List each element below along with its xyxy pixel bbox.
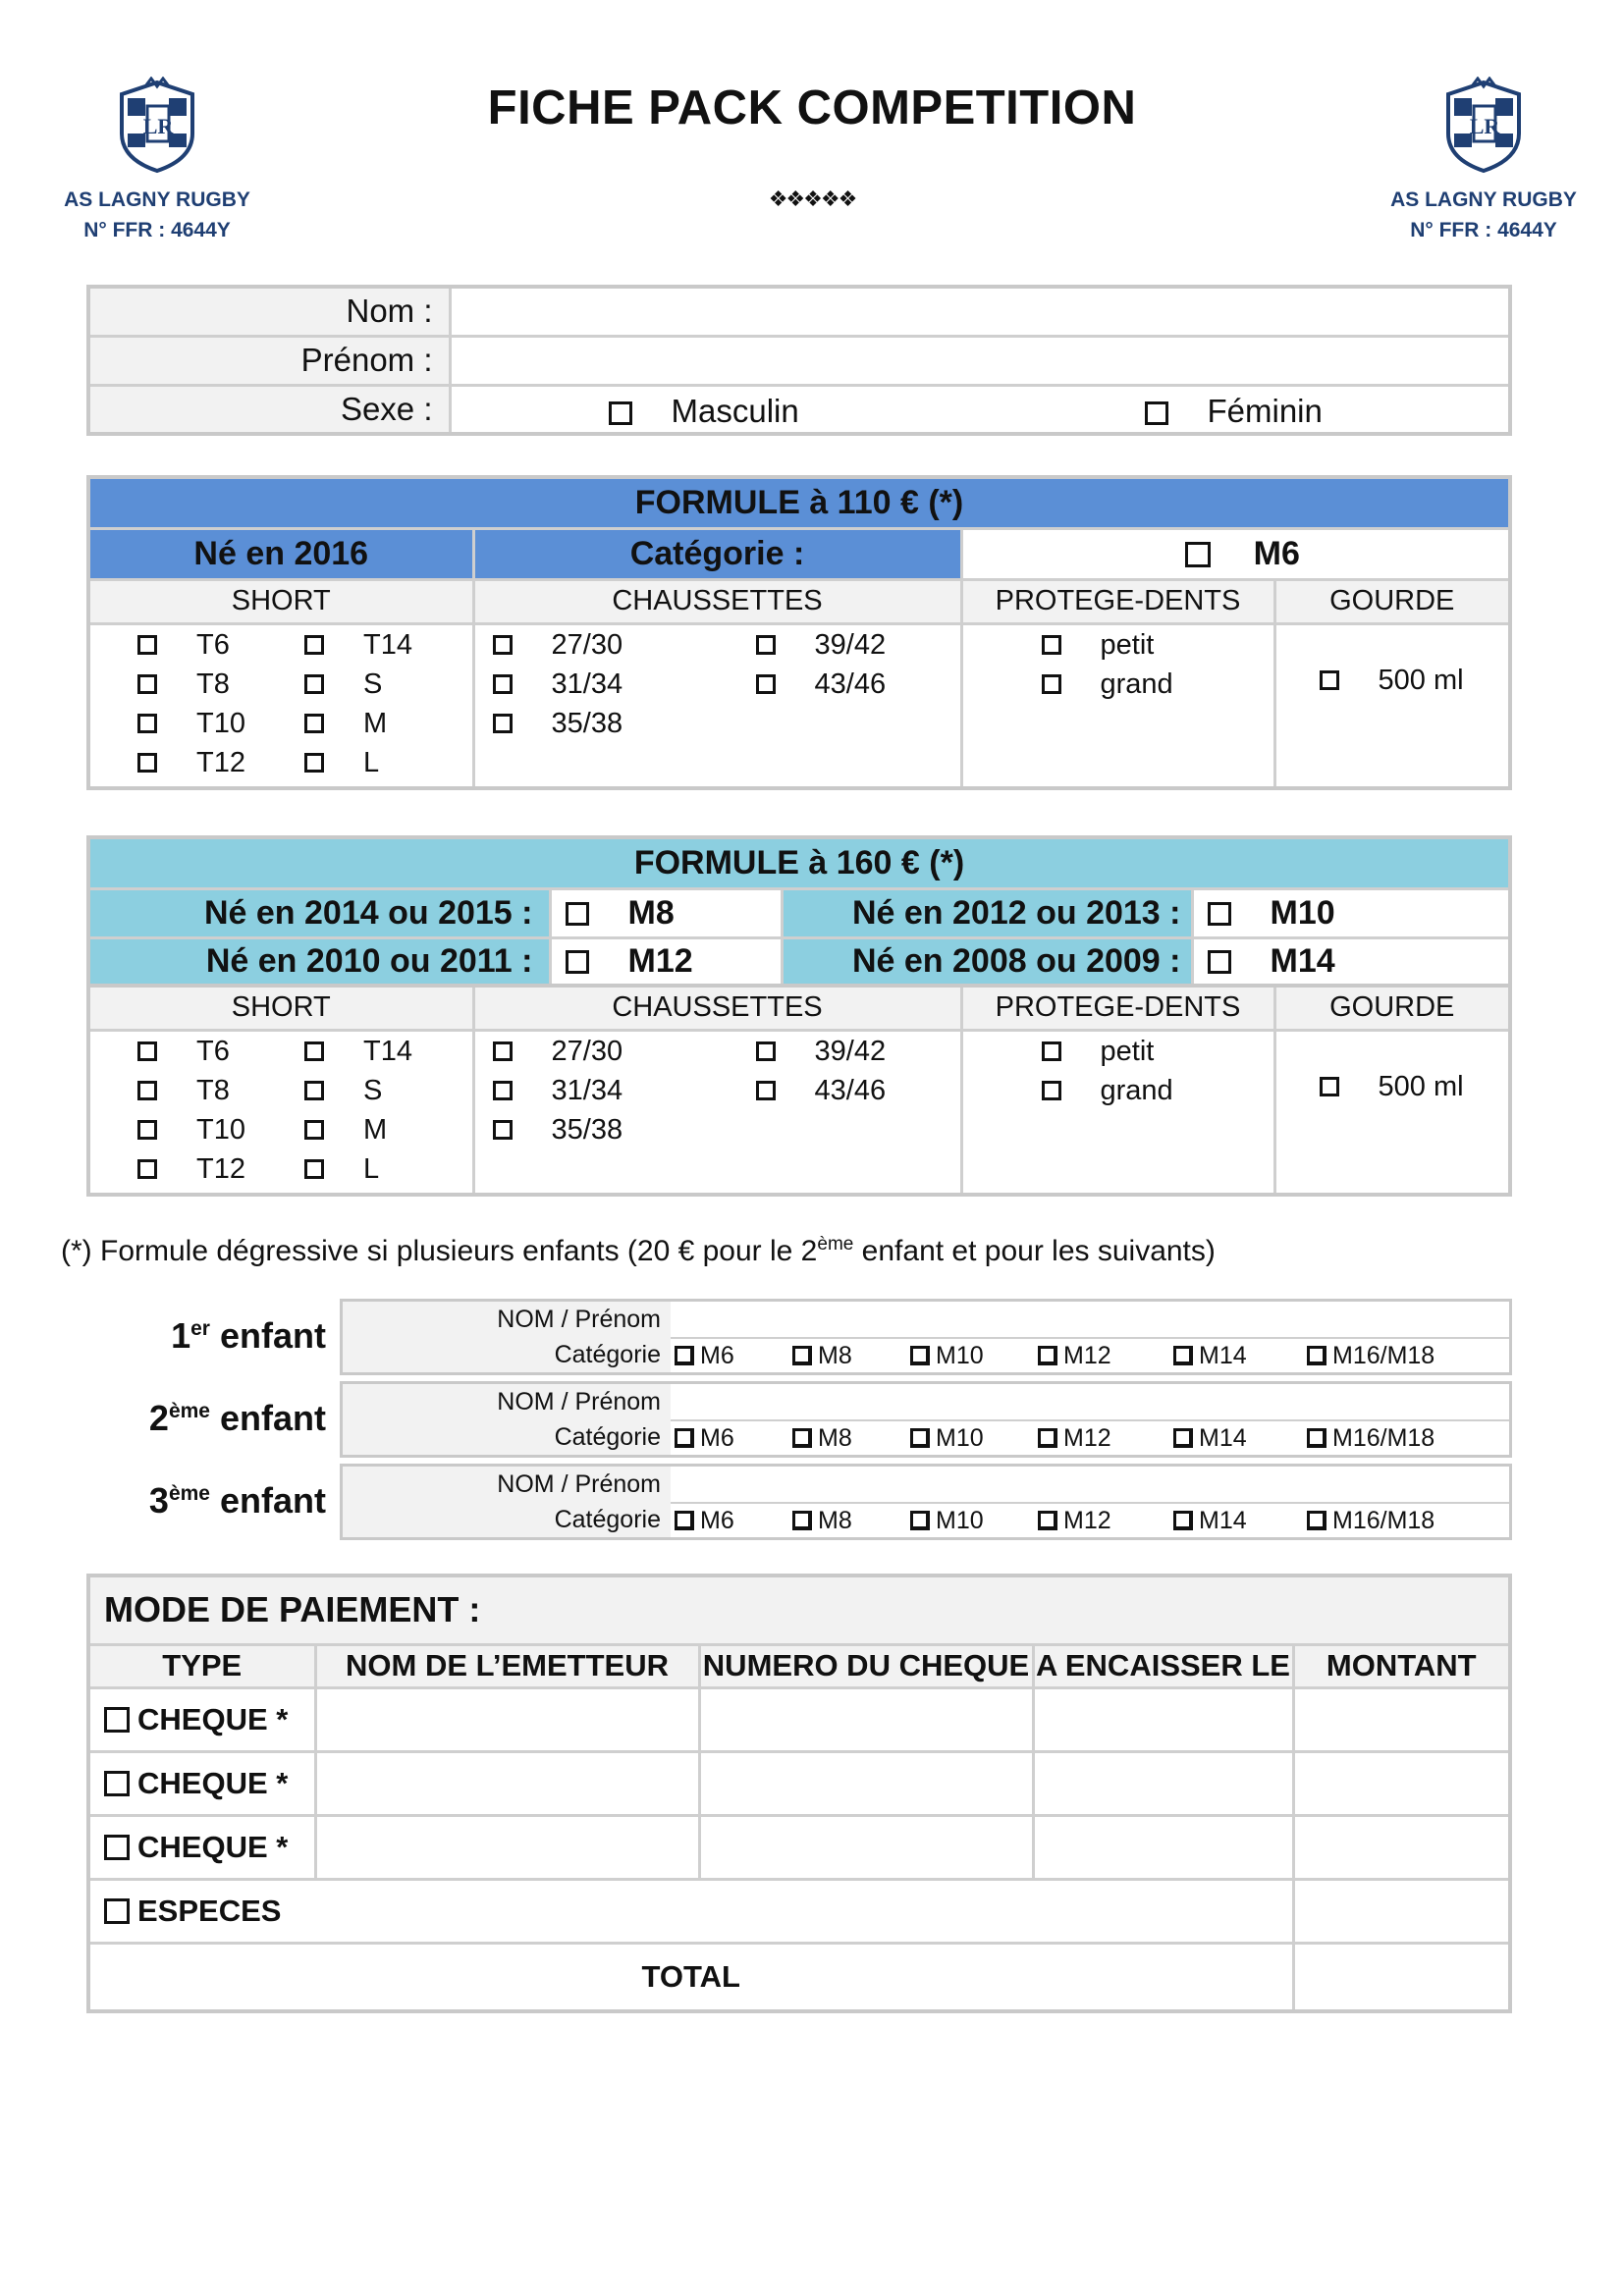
checkbox[interactable] (1307, 1511, 1326, 1530)
protege-dents-options (961, 1030, 1274, 1195)
checkbox[interactable] (304, 674, 324, 694)
emetteur-field[interactable] (315, 1687, 699, 1751)
protege-dents-header: PROTEGE-DENTS (961, 579, 1274, 623)
svg-text:LR: LR (142, 114, 174, 138)
checkbox[interactable] (675, 1346, 694, 1365)
gourde-option[interactable]: 500 ml (1320, 665, 1464, 697)
checkbox[interactable] (137, 635, 157, 655)
numero-field[interactable] (699, 1687, 1033, 1751)
chaussettes-option[interactable]: 43/46 (756, 1075, 887, 1107)
short-options (88, 1030, 473, 1195)
child-cat-option[interactable]: M14 (1173, 1503, 1247, 1538)
chaussettes-option[interactable]: 27/30 (493, 629, 623, 662)
masculin-label: Masculin (671, 392, 799, 429)
nom-prenom-label: NOM / Prénom (497, 1388, 661, 1415)
col-montant: MONTANT (1293, 1644, 1510, 1687)
checkbox[interactable] (756, 674, 776, 694)
checkbox[interactable] (910, 1511, 930, 1530)
checkbox[interactable] (493, 635, 513, 655)
child-cat-option[interactable]: M6 (675, 1503, 734, 1538)
checkbox[interactable] (304, 714, 324, 733)
col-type: TYPE (88, 1644, 315, 1687)
club-name: AS LAGNY RUGBY (64, 188, 250, 211)
gourde-header: GOURDE (1274, 986, 1510, 1030)
short-header: SHORT (88, 579, 473, 623)
protege-option[interactable]: petit (1042, 629, 1155, 662)
checkbox[interactable] (756, 635, 776, 655)
checkbox[interactable] (1307, 1346, 1326, 1365)
checkbox[interactable] (104, 1707, 130, 1733)
child-1-label: 1er enfant (171, 1315, 326, 1356)
chaussettes-option[interactable]: 35/38 (493, 708, 623, 740)
checkbox[interactable] (1173, 1346, 1193, 1365)
short-option[interactable]: M (304, 708, 387, 740)
payment-row (88, 1815, 1510, 1879)
child-cat-option[interactable]: M6 (675, 1338, 734, 1373)
nom-prenom-label: NOM / Prénom (497, 1306, 661, 1333)
page-title: FICHE PACK COMPETITION (487, 81, 1137, 134)
child-cat-option[interactable]: M8 (792, 1420, 852, 1456)
checkbox[interactable] (1173, 1428, 1193, 1448)
formula-110-table (86, 475, 1512, 790)
chaussettes-option[interactable]: 35/38 (493, 1114, 623, 1147)
child-cat-option[interactable]: M16/M18 (1307, 1420, 1435, 1456)
protege-dents-options (961, 623, 1274, 788)
checkbox[interactable] (104, 1771, 130, 1796)
short-option[interactable]: T14 (304, 629, 412, 662)
child-cat-option[interactable]: M16/M18 (1307, 1338, 1435, 1373)
cheque-option[interactable]: CHEQUE * (88, 1687, 315, 1751)
checkbox[interactable] (792, 1346, 812, 1365)
m6-label: M6 (1253, 534, 1300, 572)
checkbox[interactable] (1042, 674, 1061, 694)
gourde-option[interactable]: 500 ml (1320, 1071, 1464, 1103)
svg-text:LR: LR (1469, 114, 1500, 138)
checkbox[interactable] (137, 753, 157, 773)
m12-checkbox[interactable] (566, 950, 589, 974)
checkbox[interactable] (137, 1120, 157, 1140)
checkbox[interactable] (493, 714, 513, 733)
payment-title: MODE DE PAIEMENT : (88, 1575, 1510, 1644)
date-field[interactable] (1033, 1751, 1293, 1815)
checkbox[interactable] (104, 1835, 130, 1860)
categorie-label: Catégorie (554, 1423, 661, 1451)
gourde-options (1274, 623, 1510, 788)
checkbox[interactable] (792, 1511, 812, 1530)
m8-option[interactable]: M8 (550, 888, 782, 937)
discount-note: (*) Formule dégressive si plusieurs enfants (20 € pour le 2ème enfant et pour les suivants) (61, 1234, 1216, 1267)
identity-table (86, 285, 1512, 436)
checkbox[interactable] (493, 1041, 513, 1061)
payment-row (88, 1879, 1510, 1943)
short-option[interactable]: T8 (137, 668, 230, 701)
checkbox[interactable] (137, 1041, 157, 1061)
short-option[interactable]: L (304, 1153, 379, 1186)
m14-option[interactable]: M14 (1192, 937, 1510, 987)
formula-160-items-table (86, 984, 1512, 1197)
protege-dents-header: PROTEGE-DENTS (961, 986, 1274, 1030)
montant-field[interactable] (1293, 1815, 1510, 1879)
feminin-checkbox[interactable] (1145, 401, 1168, 425)
short-option[interactable]: T10 (137, 708, 245, 740)
child-3-block (340, 1464, 1512, 1540)
feminin-label: Féminin (1207, 392, 1323, 429)
child-cat-option[interactable]: M8 (792, 1338, 852, 1373)
masculin-checkbox[interactable] (609, 401, 632, 425)
checkbox[interactable] (1320, 1077, 1339, 1096)
short-header: SHORT (88, 986, 473, 1030)
short-option[interactable]: S (304, 668, 382, 701)
emetteur-field[interactable] (315, 1751, 699, 1815)
checkbox[interactable] (493, 674, 513, 694)
categorie-label: Catégorie (554, 1341, 661, 1368)
col-emetteur: NOM DE L’EMETTEUR (315, 1644, 699, 1687)
child-cat-option[interactable]: M12 (1038, 1503, 1111, 1538)
child-cat-option[interactable]: M12 (1038, 1338, 1111, 1373)
checkbox[interactable] (493, 1120, 513, 1140)
child-cat-option[interactable]: M6 (675, 1420, 734, 1456)
chaussettes-header: CHAUSSETTES (473, 579, 961, 623)
checkbox[interactable] (1042, 1041, 1061, 1061)
checkbox[interactable] (1042, 635, 1061, 655)
sexe-feminin-option[interactable] (1145, 393, 1323, 430)
chaussettes-header: CHAUSSETTES (473, 986, 961, 1030)
formula-160-year-2: Né en 2012 ou 2013 : (782, 888, 1192, 937)
formula-160-title: FORMULE à 160 € (*) (88, 837, 1510, 888)
date-field[interactable] (1033, 1815, 1293, 1879)
checkbox[interactable] (137, 1081, 157, 1100)
especes-option[interactable]: ESPECES (88, 1879, 1293, 1943)
payment-row (88, 1687, 1510, 1751)
short-option[interactable]: L (304, 747, 379, 779)
chaussettes-option[interactable]: 31/34 (493, 1075, 623, 1107)
child-labels (343, 1302, 671, 1372)
child-cat-option[interactable]: M10 (910, 1420, 984, 1456)
chaussettes-option[interactable]: 27/30 (493, 1036, 623, 1068)
checkbox[interactable] (1042, 1081, 1061, 1100)
checkbox[interactable] (675, 1511, 694, 1530)
protege-option[interactable]: petit (1042, 1036, 1155, 1068)
short-option[interactable]: T6 (137, 1036, 230, 1068)
checkbox[interactable] (304, 1081, 324, 1100)
numero-field[interactable] (699, 1815, 1033, 1879)
child-cat-option[interactable]: M14 (1173, 1338, 1247, 1373)
child-cat-option[interactable]: M12 (1038, 1420, 1111, 1456)
club-ffr-number: N° FFR : 4644Y (1410, 219, 1557, 241)
child-cat-option[interactable]: M8 (792, 1503, 852, 1538)
checkbox[interactable] (792, 1428, 812, 1448)
child-2-label: 2ème enfant (148, 1398, 326, 1438)
chaussettes-options (473, 1030, 961, 1195)
child-labels (343, 1467, 671, 1537)
club-ffr-number: N° FFR : 4644Y (83, 219, 231, 241)
short-option[interactable]: T6 (137, 629, 230, 662)
checkbox[interactable] (910, 1428, 930, 1448)
col-numero-cheque: NUMERO DU CHEQUE (699, 1644, 1033, 1687)
chaussettes-option[interactable]: 31/34 (493, 668, 623, 701)
sexe-options (450, 385, 1510, 434)
m10-checkbox[interactable] (1208, 902, 1231, 926)
protege-option[interactable]: grand (1042, 1075, 1173, 1107)
payment-row (88, 1751, 1510, 1815)
checkbox[interactable] (1320, 670, 1339, 690)
nom-prenom-label: NOM / Prénom (497, 1470, 661, 1498)
checkbox[interactable] (137, 1159, 157, 1179)
checkbox[interactable] (1173, 1511, 1193, 1530)
checkbox[interactable] (675, 1428, 694, 1448)
numero-field[interactable] (699, 1751, 1033, 1815)
child-cat-option[interactable]: M10 (910, 1503, 984, 1538)
short-option[interactable]: T12 (137, 1153, 245, 1186)
chaussettes-options (473, 623, 961, 788)
m6-checkbox[interactable] (1185, 542, 1211, 567)
nom-label: Nom : (88, 287, 450, 336)
short-options (88, 623, 473, 788)
checkbox[interactable] (756, 1081, 776, 1100)
protege-option[interactable]: grand (1042, 668, 1173, 701)
formula-110-cat-option[interactable] (961, 528, 1510, 579)
short-option[interactable]: T14 (304, 1036, 412, 1068)
checkbox[interactable] (1038, 1511, 1057, 1530)
formula-110-cat-label: Catégorie : (473, 528, 961, 579)
short-option[interactable]: S (304, 1075, 382, 1107)
child-3-label: 3ème enfant (148, 1480, 326, 1521)
gourde-header: GOURDE (1274, 579, 1510, 623)
formula-160-year-4: Né en 2008 ou 2009 : (782, 937, 1192, 987)
chaussettes-option[interactable]: 43/46 (756, 668, 887, 701)
formula-160-year-1: Né en 2014 ou 2015 : (88, 888, 550, 937)
col-encaisser-le: A ENCAISSER LE (1033, 1644, 1293, 1687)
sexe-masculin-option[interactable] (609, 393, 799, 430)
checkbox[interactable] (1307, 1428, 1326, 1448)
checkbox[interactable] (304, 753, 324, 773)
child-cat-option[interactable]: M16/M18 (1307, 1503, 1435, 1538)
total-field[interactable] (1293, 1943, 1510, 2011)
total-label: TOTAL (88, 1943, 1293, 2011)
short-option[interactable]: M (304, 1114, 387, 1147)
checkbox[interactable] (304, 1041, 324, 1061)
checkbox[interactable] (304, 635, 324, 655)
cheque-option[interactable]: CHEQUE * (88, 1751, 315, 1815)
formula-110-year: Né en 2016 (88, 528, 473, 579)
short-option[interactable]: T10 (137, 1114, 245, 1147)
formula-160-table (86, 835, 1512, 988)
short-option[interactable]: T8 (137, 1075, 230, 1107)
formula-110-title: FORMULE à 110 € (*) (88, 477, 1510, 528)
checkbox[interactable] (1038, 1428, 1057, 1448)
payment-table (86, 1574, 1512, 2013)
short-option[interactable]: T12 (137, 747, 245, 779)
cheque-option[interactable]: CHEQUE * (88, 1815, 315, 1879)
title-ornament: ❖❖❖❖❖ (768, 187, 856, 211)
checkbox[interactable] (104, 1898, 130, 1924)
club-name: AS LAGNY RUGBY (1390, 188, 1577, 211)
gourde-options (1274, 1030, 1510, 1195)
m8-checkbox[interactable] (566, 902, 589, 926)
chaussettes-option[interactable]: 39/42 (756, 629, 887, 662)
montant-field[interactable] (1293, 1751, 1510, 1815)
child-cat-option[interactable]: M14 (1173, 1420, 1247, 1456)
chaussettes-option[interactable]: 39/42 (756, 1036, 887, 1068)
emetteur-field[interactable] (315, 1815, 699, 1879)
m12-option[interactable]: M12 (550, 937, 782, 987)
checkbox[interactable] (304, 1159, 324, 1179)
prenom-label: Prénom : (88, 336, 450, 385)
montant-field[interactable] (1293, 1879, 1510, 1943)
checkbox[interactable] (137, 714, 157, 733)
child-2-block (340, 1381, 1512, 1458)
checkbox[interactable] (1038, 1346, 1057, 1365)
m10-option[interactable]: M10 (1192, 888, 1510, 937)
checkbox[interactable] (493, 1081, 513, 1100)
checkbox[interactable] (304, 1120, 324, 1140)
date-field[interactable] (1033, 1687, 1293, 1751)
categorie-label: Catégorie (554, 1506, 661, 1533)
checkbox[interactable] (137, 674, 157, 694)
prenom-field[interactable] (450, 336, 1510, 385)
m14-checkbox[interactable] (1208, 950, 1231, 974)
checkbox[interactable] (756, 1041, 776, 1061)
checkbox[interactable] (910, 1346, 930, 1365)
sexe-label: Sexe : (88, 385, 450, 434)
child-cat-option[interactable]: M10 (910, 1338, 984, 1373)
child-labels (343, 1384, 671, 1455)
child-1-block (340, 1299, 1512, 1375)
formula-160-year-3: Né en 2010 ou 2011 : (88, 937, 550, 987)
montant-field[interactable] (1293, 1687, 1510, 1751)
nom-field[interactable] (450, 287, 1510, 336)
